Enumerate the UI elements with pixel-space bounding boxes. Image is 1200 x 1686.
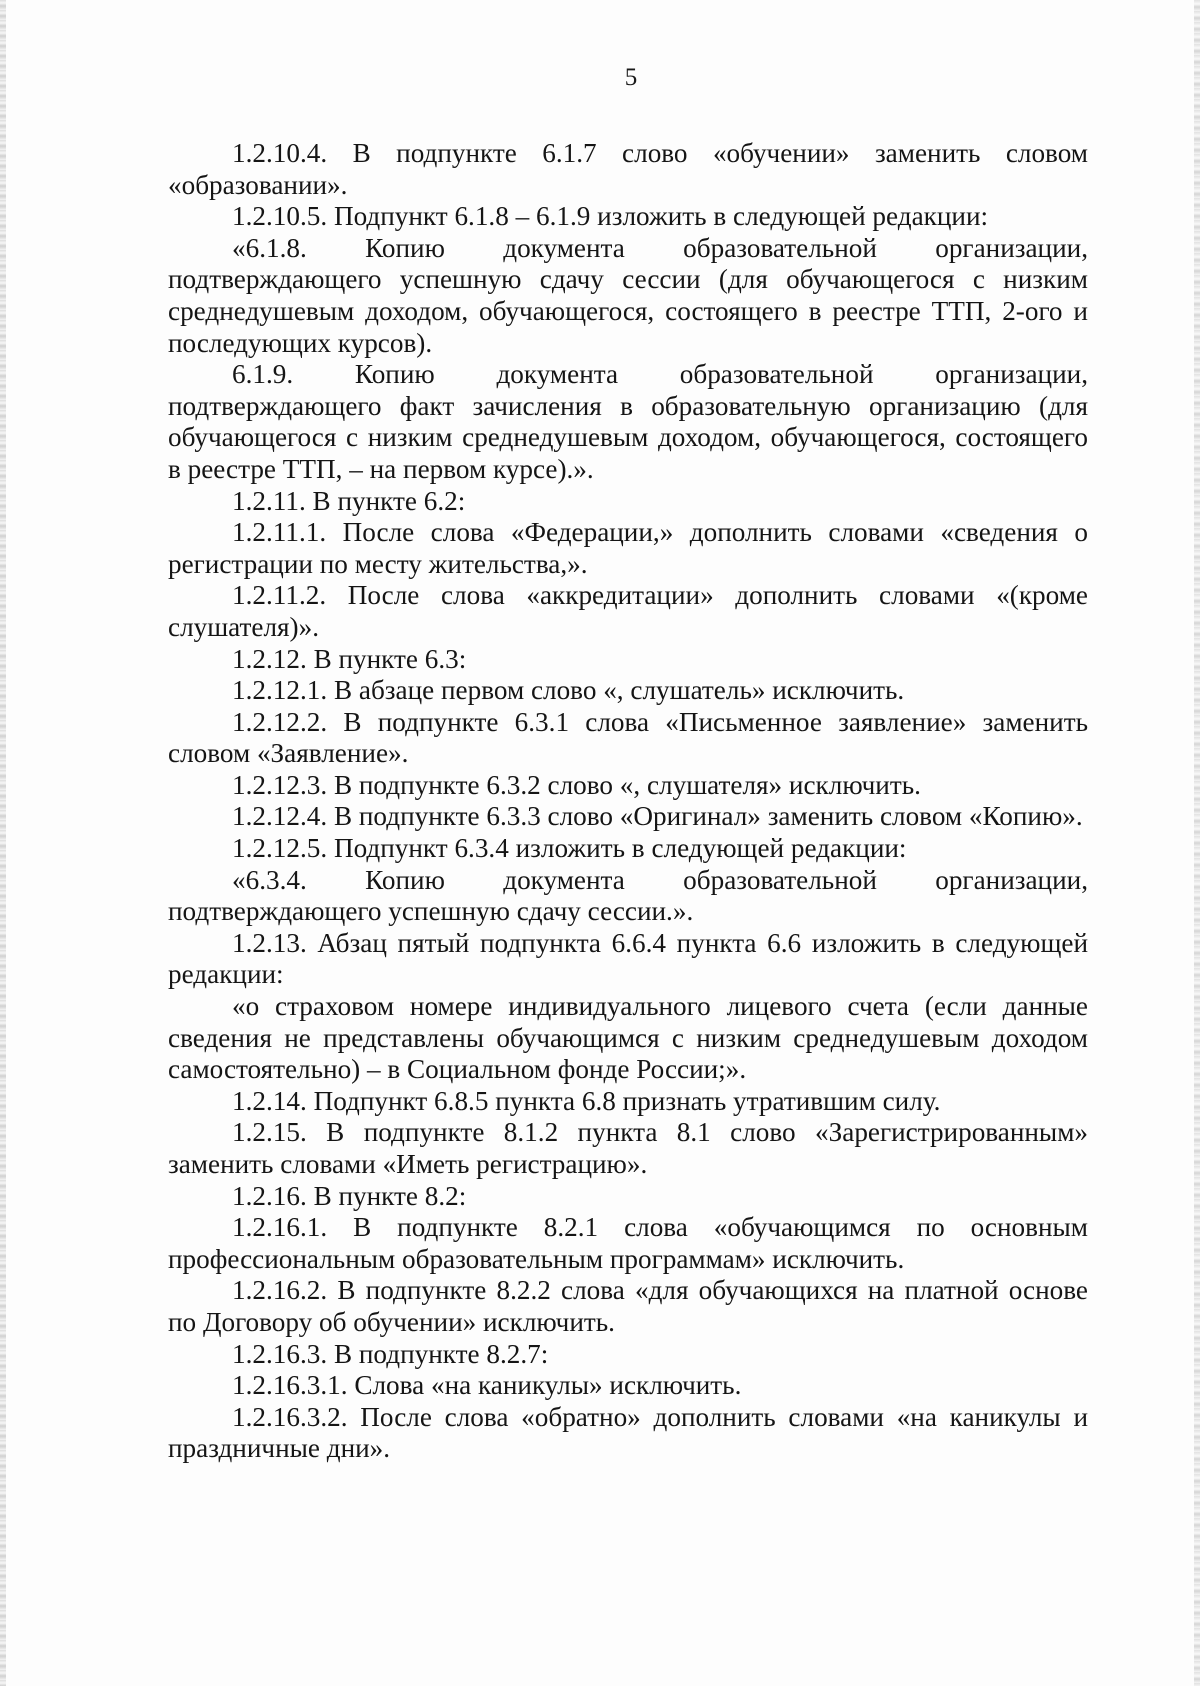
paragraph-1-2-11-1: 1.2.11.1. После слова «Федерации,» дополнить словами «сведения о регистрации по месту жительства,». [168,517,1088,579]
page-number: 5 [624,64,638,91]
paragraph-1-2-11-2: 1.2.11.2. После слова «аккредитации» дополнить словами «(кроме слушателя)». [168,580,1088,642]
paragraph-1-2-16-3-1: 1.2.16.3.1. Слова «на каникулы» исключить. [232,1370,742,1401]
document-body [168,138,1088,1465]
paragraph-1-2-11: 1.2.11. В пункте 6.2: [232,485,466,516]
paragraph-1-2-16-2: 1.2.16.2. В подпункте 8.2.2 слова «для обучающихся на платной основе по Договору об обучении» исключить. [168,1275,1088,1337]
paragraph-1-2-16-1: 1.2.16.1. В подпункте 8.2.1 слова «обучающимся по основным профессиональным образовательным программам» исключить. [168,1212,1088,1274]
paragraph-1-2-12-1: 1.2.12.1. В абзаце первом слово «, слушатель» исключить. [232,675,905,706]
paragraph-1-2-12-4: 1.2.12.4. В подпункте 6.3.3 слово «Оригинал» заменить словом «Копию». [232,801,1083,832]
paragraph-6-1-8: «6.1.8. Копию документа образовательной организации, подтверждающего успешную сдачу сессии (для обучающегося с низким среднедушевым доходом, обучающегося, состоящего в реестре ТТП, 2-ого и последующих курсов). [168,232,1088,358]
paragraph-1-2-13: 1.2.13. Абзац пятый подпункта 6.6.4 пункта 6.6 изложить в следующей редакции: [168,927,1088,990]
paragraph-6-3-4: «6.3.4. Копию документа образовательной организации, подтверждающего успешную сдачу сессии.». [168,864,1088,927]
paragraph-1-2-12: 1.2.12. В пункте 6.3: [232,643,467,674]
paragraph-1-2-12-2: 1.2.12.2. В подпункте 6.3.1 слова «Письменное заявление» заменить словом «Заявление». [168,706,1088,769]
scan-edge-right [1194,0,1200,1686]
paragraph-1-2-10-4: 1.2.10.4. В подпункте 6.1.7 слово «обучении» заменить словом «образовании». [168,138,1088,200]
paragraph-6-1-9: 6.1.9. Копию документа образовательной организации, подтверждающего факт зачисления в образовательную организацию (для обучающегося с низким среднедушевым доходом, обучающегося, состоящего в реестре ТТП, – на первом курсе).». [168,359,1088,484]
paragraph-1-2-16-3-2: 1.2.16.3.2. После слова «обратно» дополнить словами «на каникулы и праздничные дни». [168,1401,1088,1464]
paragraph-quoted-insurance-number: «о страховом номере индивидуального лицевого счета (если данные сведения не представлены обучающимся с низким среднедушевым доходом самостоятельно) – в Социальном фонде России;». [168,991,1088,1085]
paragraph-1-2-16: 1.2.16. В пункте 8.2: [232,1180,467,1211]
paragraph-1-2-14: 1.2.14. Подпункт 6.8.5 пункта 6.8 признать утратившим силу. [232,1085,941,1116]
paragraph-1-2-10-5: 1.2.10.5. Подпункт 6.1.8 – 6.1.9 изложить в следующей редакции: [232,201,989,232]
paragraph-1-2-12-3: 1.2.12.3. В подпункте 6.3.2 слово «, слушателя» исключить. [232,769,921,800]
paragraph-1-2-16-3: 1.2.16.3. В подпункте 8.2.7: [232,1338,549,1369]
paragraph-1-2-15: 1.2.15. В подпункте 8.1.2 пункта 8.1 слово «Зарегистрированным» заменить словами «Иметь регистрацию». [168,1117,1088,1179]
paragraph-1-2-12-5: 1.2.12.5. Подпункт 6.3.4 изложить в следующей редакции: [232,833,907,864]
scan-edge-left [0,0,6,1686]
